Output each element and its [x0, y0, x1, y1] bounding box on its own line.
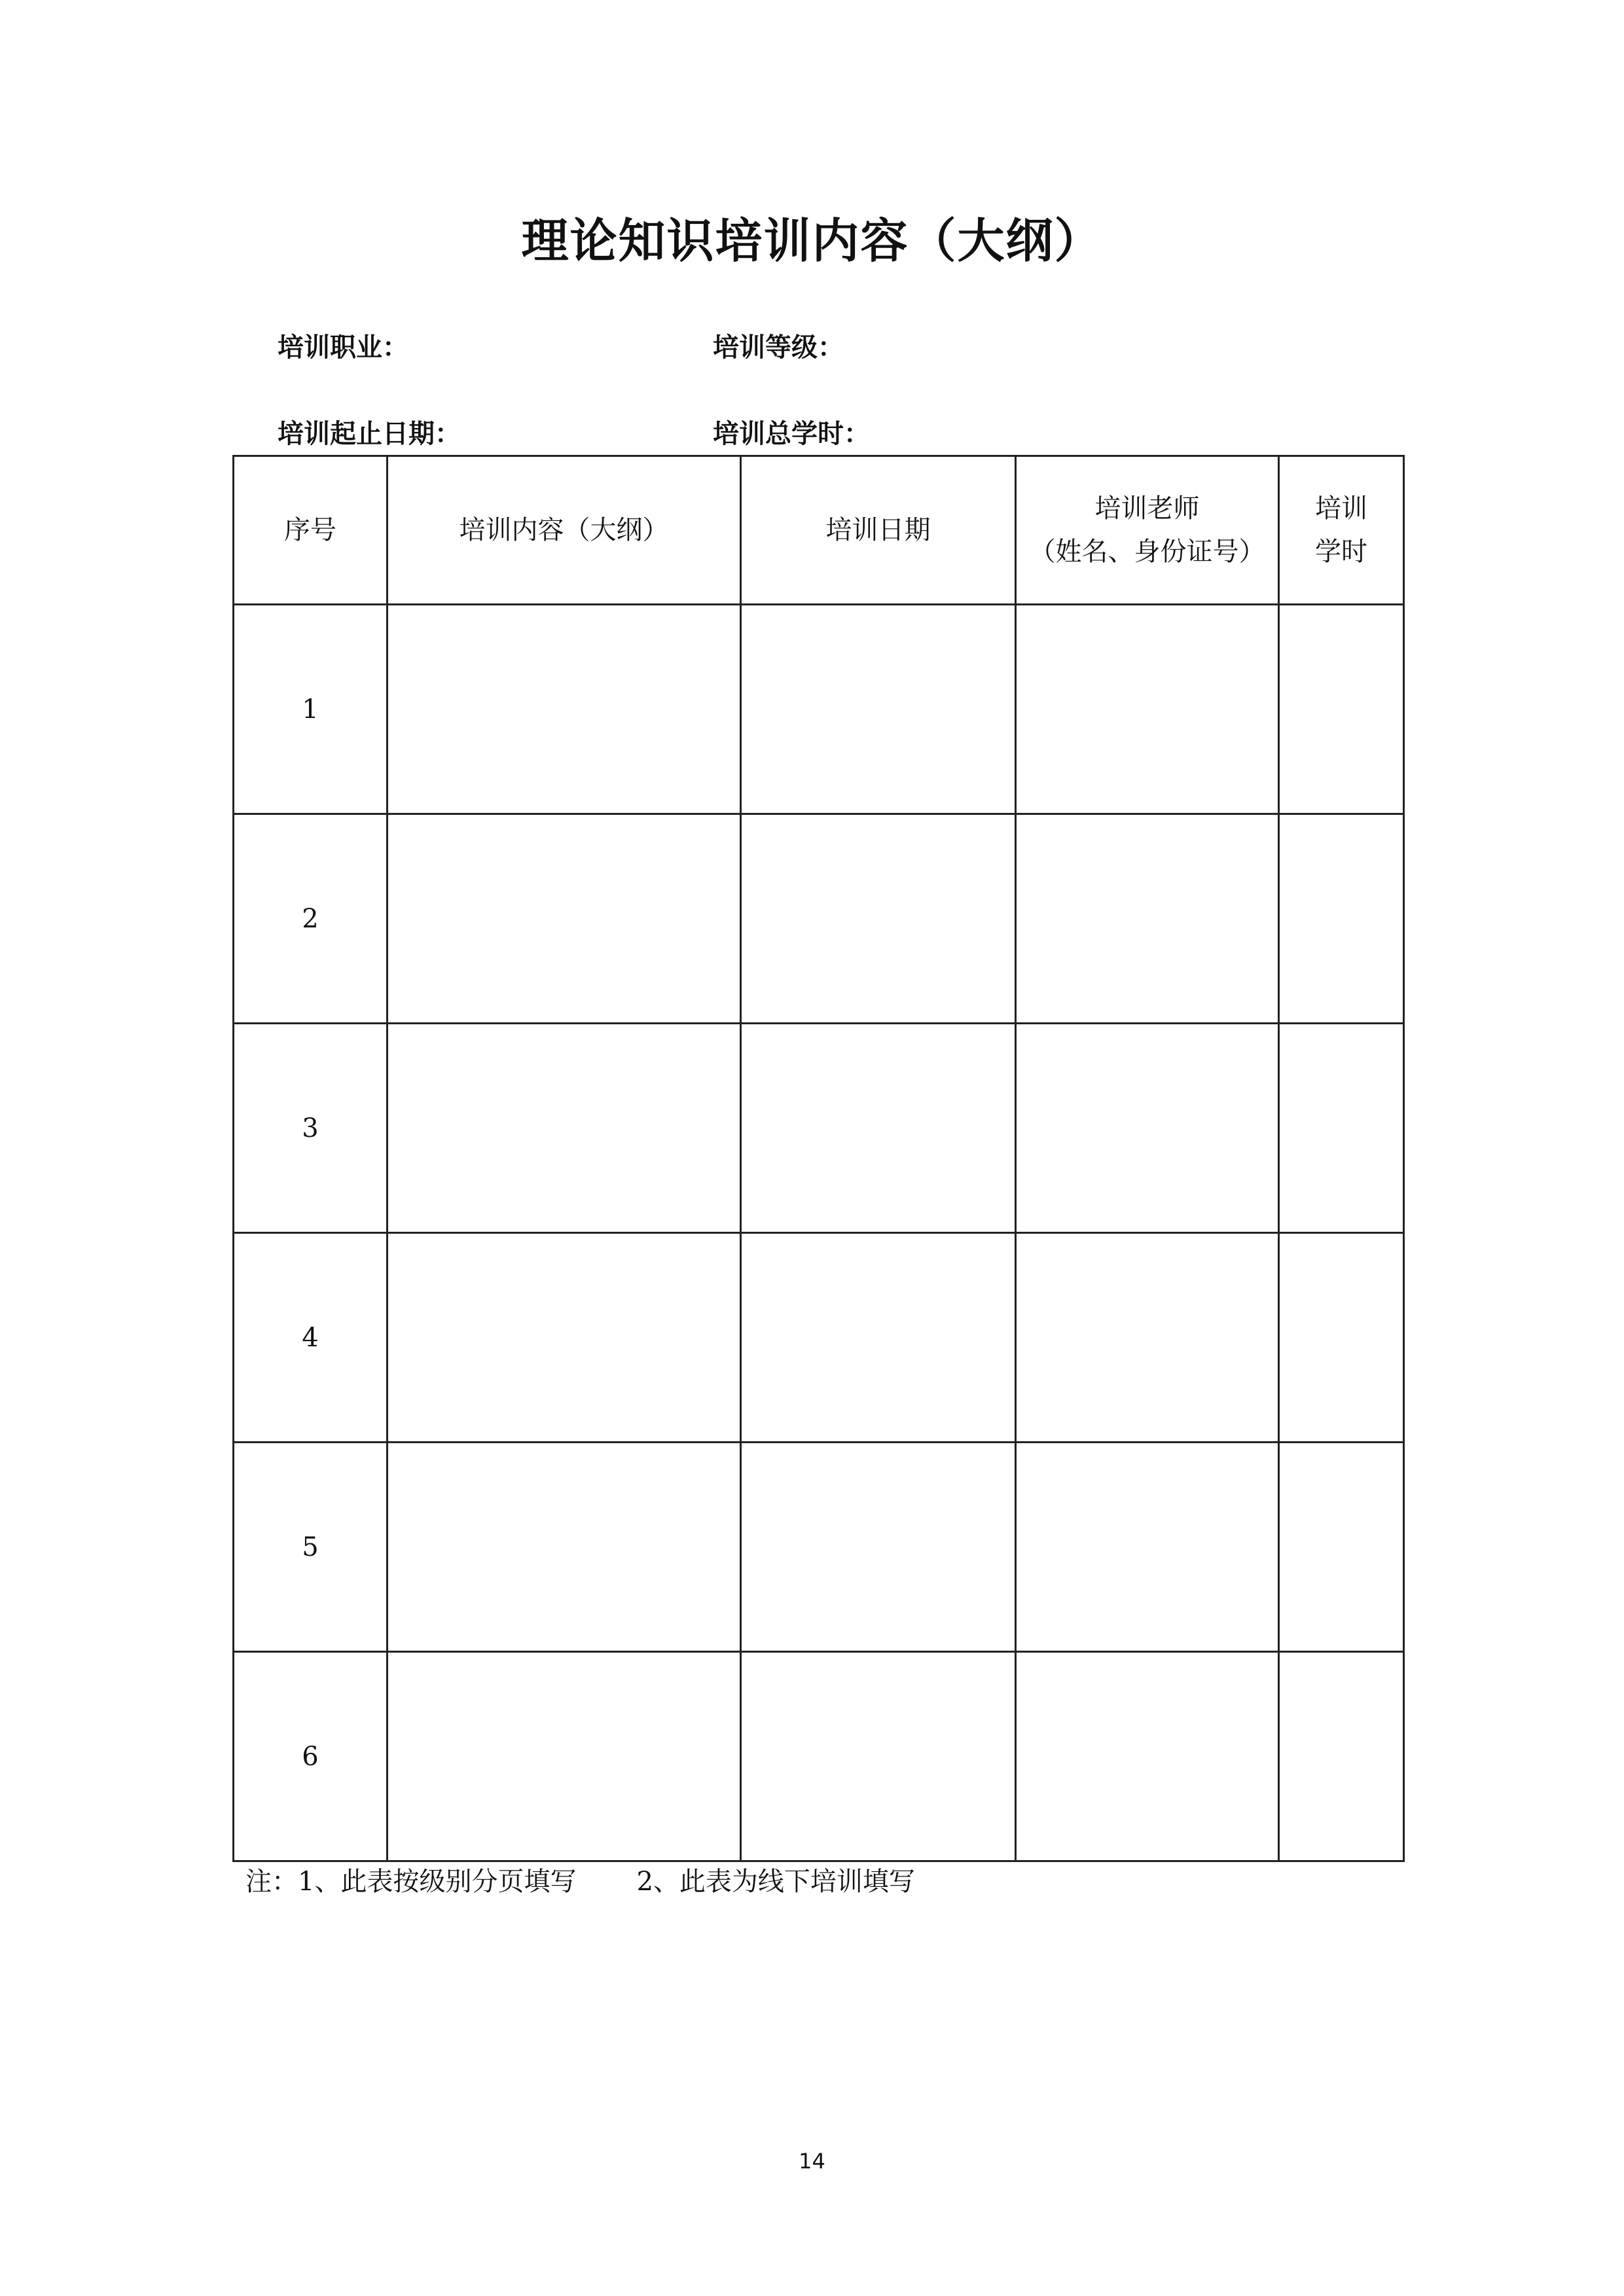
row-date-cell[interactable] [741, 605, 1016, 814]
table-row [234, 1024, 1404, 1233]
row-content-cell[interactable] [388, 1443, 741, 1652]
table-row [234, 1233, 1404, 1443]
footnote-part2: 2、此表为线下培训填写 [636, 1867, 915, 1897]
row-hours-cell[interactable] [1279, 1443, 1404, 1652]
occupation-field-label: 培训职业： [278, 332, 408, 363]
header-index: 序号 [234, 456, 388, 605]
footnote [245, 1865, 915, 1898]
row-content-cell[interactable] [388, 1233, 741, 1443]
row-content-cell[interactable] [388, 814, 741, 1024]
row-teacher-cell[interactable] [1016, 1443, 1279, 1652]
footnote-part1: 注：1、此表按级别分页填写 [245, 1867, 577, 1897]
row-content-cell[interactable] [388, 605, 741, 814]
training-dates-field-label: 培训起止日期： [278, 419, 461, 449]
table-row [234, 1443, 1404, 1652]
row-date-cell[interactable] [741, 814, 1016, 1024]
table-header-row [234, 456, 1404, 605]
row-teacher-cell[interactable] [1016, 814, 1279, 1024]
row-date-cell[interactable] [741, 1443, 1016, 1652]
row-index-cell: 3 [234, 1024, 388, 1233]
row-date-cell[interactable] [741, 1024, 1016, 1233]
header-date: 培训日期 [741, 456, 1016, 605]
row-date-cell[interactable] [741, 1233, 1016, 1443]
page-title: 理论知识培训内容（大纲） [521, 213, 1103, 268]
header-content: 培训内容（大纲） [388, 456, 741, 605]
page-number: 14 [799, 2149, 825, 2174]
row-teacher-cell[interactable] [1016, 605, 1279, 814]
row-index-cell: 4 [234, 1233, 388, 1443]
header-hours [1279, 456, 1404, 605]
row-teacher-cell[interactable] [1016, 1024, 1279, 1233]
row-index-cell: 1 [234, 605, 388, 814]
row-hours-cell[interactable] [1279, 1024, 1404, 1233]
header-teacher-line1: 培训老师 [1094, 493, 1200, 524]
row-hours-cell[interactable] [1279, 814, 1404, 1024]
training-schedule-table [232, 455, 1405, 1862]
row-hours-cell[interactable] [1279, 1233, 1404, 1443]
row-index-cell: 2 [234, 814, 388, 1024]
table-row [234, 1652, 1404, 1861]
row-content-cell[interactable] [388, 1652, 741, 1861]
header-hours-line2: 学时 [1315, 537, 1367, 567]
table-row [234, 605, 1404, 814]
row-index-cell: 5 [234, 1443, 388, 1652]
level-field-label: 培训等级： [713, 332, 844, 363]
table-row [234, 814, 1404, 1024]
row-hours-cell[interactable] [1279, 1652, 1404, 1861]
row-date-cell[interactable] [741, 1652, 1016, 1861]
row-index-cell: 6 [234, 1652, 388, 1861]
header-teacher-line2: （姓名、身份证号） [1029, 537, 1265, 567]
header-teacher [1016, 456, 1279, 605]
total-hours-field-label: 培训总学时： [713, 419, 870, 449]
header-hours-line1: 培训 [1315, 493, 1367, 524]
row-hours-cell[interactable] [1279, 605, 1404, 814]
row-teacher-cell[interactable] [1016, 1233, 1279, 1443]
row-teacher-cell[interactable] [1016, 1652, 1279, 1861]
row-content-cell[interactable] [388, 1024, 741, 1233]
